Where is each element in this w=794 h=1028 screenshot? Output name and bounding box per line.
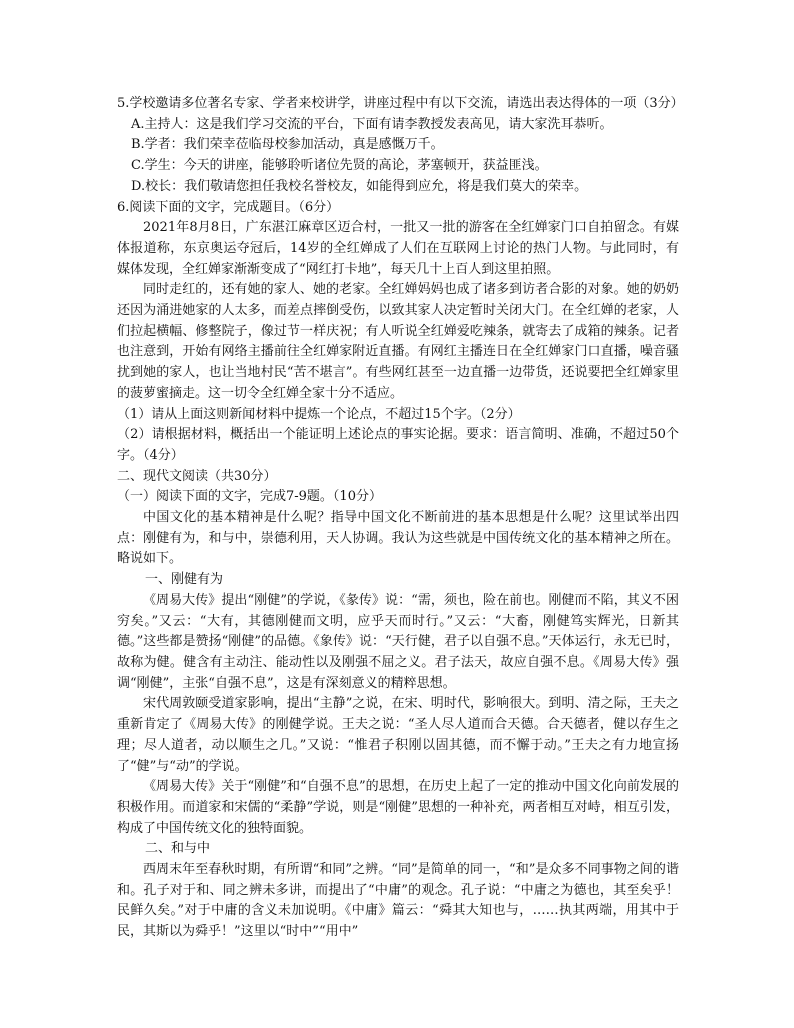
document-page <box>117 94 684 943</box>
question-6-paragraph-2: 同时走红的，还有她的家人、她的老家。全红婵妈妈也成了诸多到访者合影的对象。她的奶奶还因为涌进她家的人太多，而差点摔倒受伤，以致其家人决定暂时关闭大门。在全红婵的老家，人们拉起横幅、修整院子，像过节一样庆祝；有人听说全红婵爱吃辣条，就寄去了成箱的辣条。记者也注意到，开始有网络主播前往全红婵家附近直播。有网红主播连日在全红婵家门口直播，噪音骚扰到她的家人，也让当地村民“苦不堪言”。有些网红甚至一边直播一边带货，还说要把全红婵家里的菠萝蜜摘走。这一切令全红婵全家十分不适应。 <box>117 282 679 401</box>
passage-heading-1: 一、刚健有为 <box>145 572 224 588</box>
passage-heading-2: 二、和与中 <box>145 841 211 857</box>
section-2-heading: 二、现代文阅读（共30分） <box>117 468 277 484</box>
question-6-paragraph-1: 2021年8月8日，广东湛江麻章区迈合村，一批又一批的游客在全红婵家门口自拍留念。有媒体报道称，东京奥运夺冠后，14岁的全红婵成了人们在互联网上讨论的热门人物。与此同时，有媒体发现，全红婵家渐渐变成了“网红打卡地”，每天几十上百人到这里拍照。 <box>117 220 679 277</box>
question-6-sub-1: （1）请从上面这则新闻材料中提炼一个论点，不超过15个字。（2分） <box>117 406 521 422</box>
question-5-stem: 5.学校邀请多位著名专家、学者来校讲学，讲座过程中有以下交流，请选出表达得体的一项（3分） <box>117 96 684 111</box>
question-5-option-c: C.学生：今天的讲座，能够聆听诸位先贤的高论，茅塞顿开，获益匪浅。 <box>131 158 548 174</box>
passage-paragraph-1: 《周易大传》提出“刚健”的学说，《彖传》说：“需，须也，险在前也。刚健而不陷，其义不困穷矣。”又云：“大有，其德刚健而文明，应乎天而时行。”又云：“大畜，刚健笃实辉光，日新其德。”这些都是赞扬“刚健”的品德。《象传》说：“天行健，君子以自强不息。”天体运行，永无已时，故称为健。健含有主动注、能动性以及刚强不屈之义。君子法天，故应自强不息。《周易大传》强调“刚健”，主张“自强不息”，这是有深刻意义的精粹思想。 <box>117 592 679 691</box>
passage-paragraph-3: 《周易大传》关于“刚健”和“自强不息”的思想，在历史上起了一定的推动中国文化向前发展的积极作用。而道家和宋儒的“柔静”学说，则是“刚健”思想的一种补充，两者相互对峙，相互引发，构成了中国传统文化的独特面貌。 <box>117 779 679 836</box>
question-5-option-d: D.校长：我们敬请您担任我校名誉校友，如能得到应允，将是我们莫大的荣幸。 <box>131 178 588 194</box>
passage-paragraph-2: 宋代周敦颐受道家影响，提出“主静”之说，在宋、明时代，影响很大。到明、清之际，王夫之重新肯定了《周易大传》的刚健学说。王夫之说：“圣人尽人道而合天德。合天德者，健以存生之理；尽人道者，动以顺生之几。”又说：“惟君子积刚以固其德，而不懈于动。”王夫之有力地宣扬了“健”与“动”的学说。 <box>117 696 679 774</box>
section-2-part-1: （一）阅读下面的文字，完成7-9题。（10分） <box>117 489 382 505</box>
question-6-stem: 6.阅读下面的文字，完成题目。（6分） <box>117 199 340 215</box>
question-5-option-b: B.学者：我们荣幸莅临母校参加活动，真是感慨万千。 <box>131 137 444 153</box>
question-5-option-a: A.主持人：这是我们学习交流的平台，下面有请李教授发表高见，请大家洗耳恭听。 <box>131 116 613 132</box>
passage-intro: 中国文化的基本精神是什么呢？指导中国文化不断前进的基本思想是什么呢？这里试举出四点：刚健有为，和与中，崇德利用，天人协调。我认为这些就是中国传统文化的基本精神之所在。略说如下。 <box>117 510 679 567</box>
passage-paragraph-4: 西周末年至春秋时期，有所谓“和同”之辨。“同”是简单的同一，“和”是众多不同事物之间的谐和。孔子对于和、同之辨未多讲，而提出了“中庸”的观念。孔子说：“中庸之为德也，其至矣乎！民鲜久矣。”对于中庸的含义未加说明。《中庸》篇云：“舜其大知也与，……执其两端，用其中于民，其斯以为舜乎！”这里以“时中”“用中” <box>117 862 679 940</box>
question-6-sub-2: （2）请根据材料，概括出一个能证明上述论点的事实论据。要求：语言简明、准确，不超过50个字。（4分） <box>117 427 679 463</box>
